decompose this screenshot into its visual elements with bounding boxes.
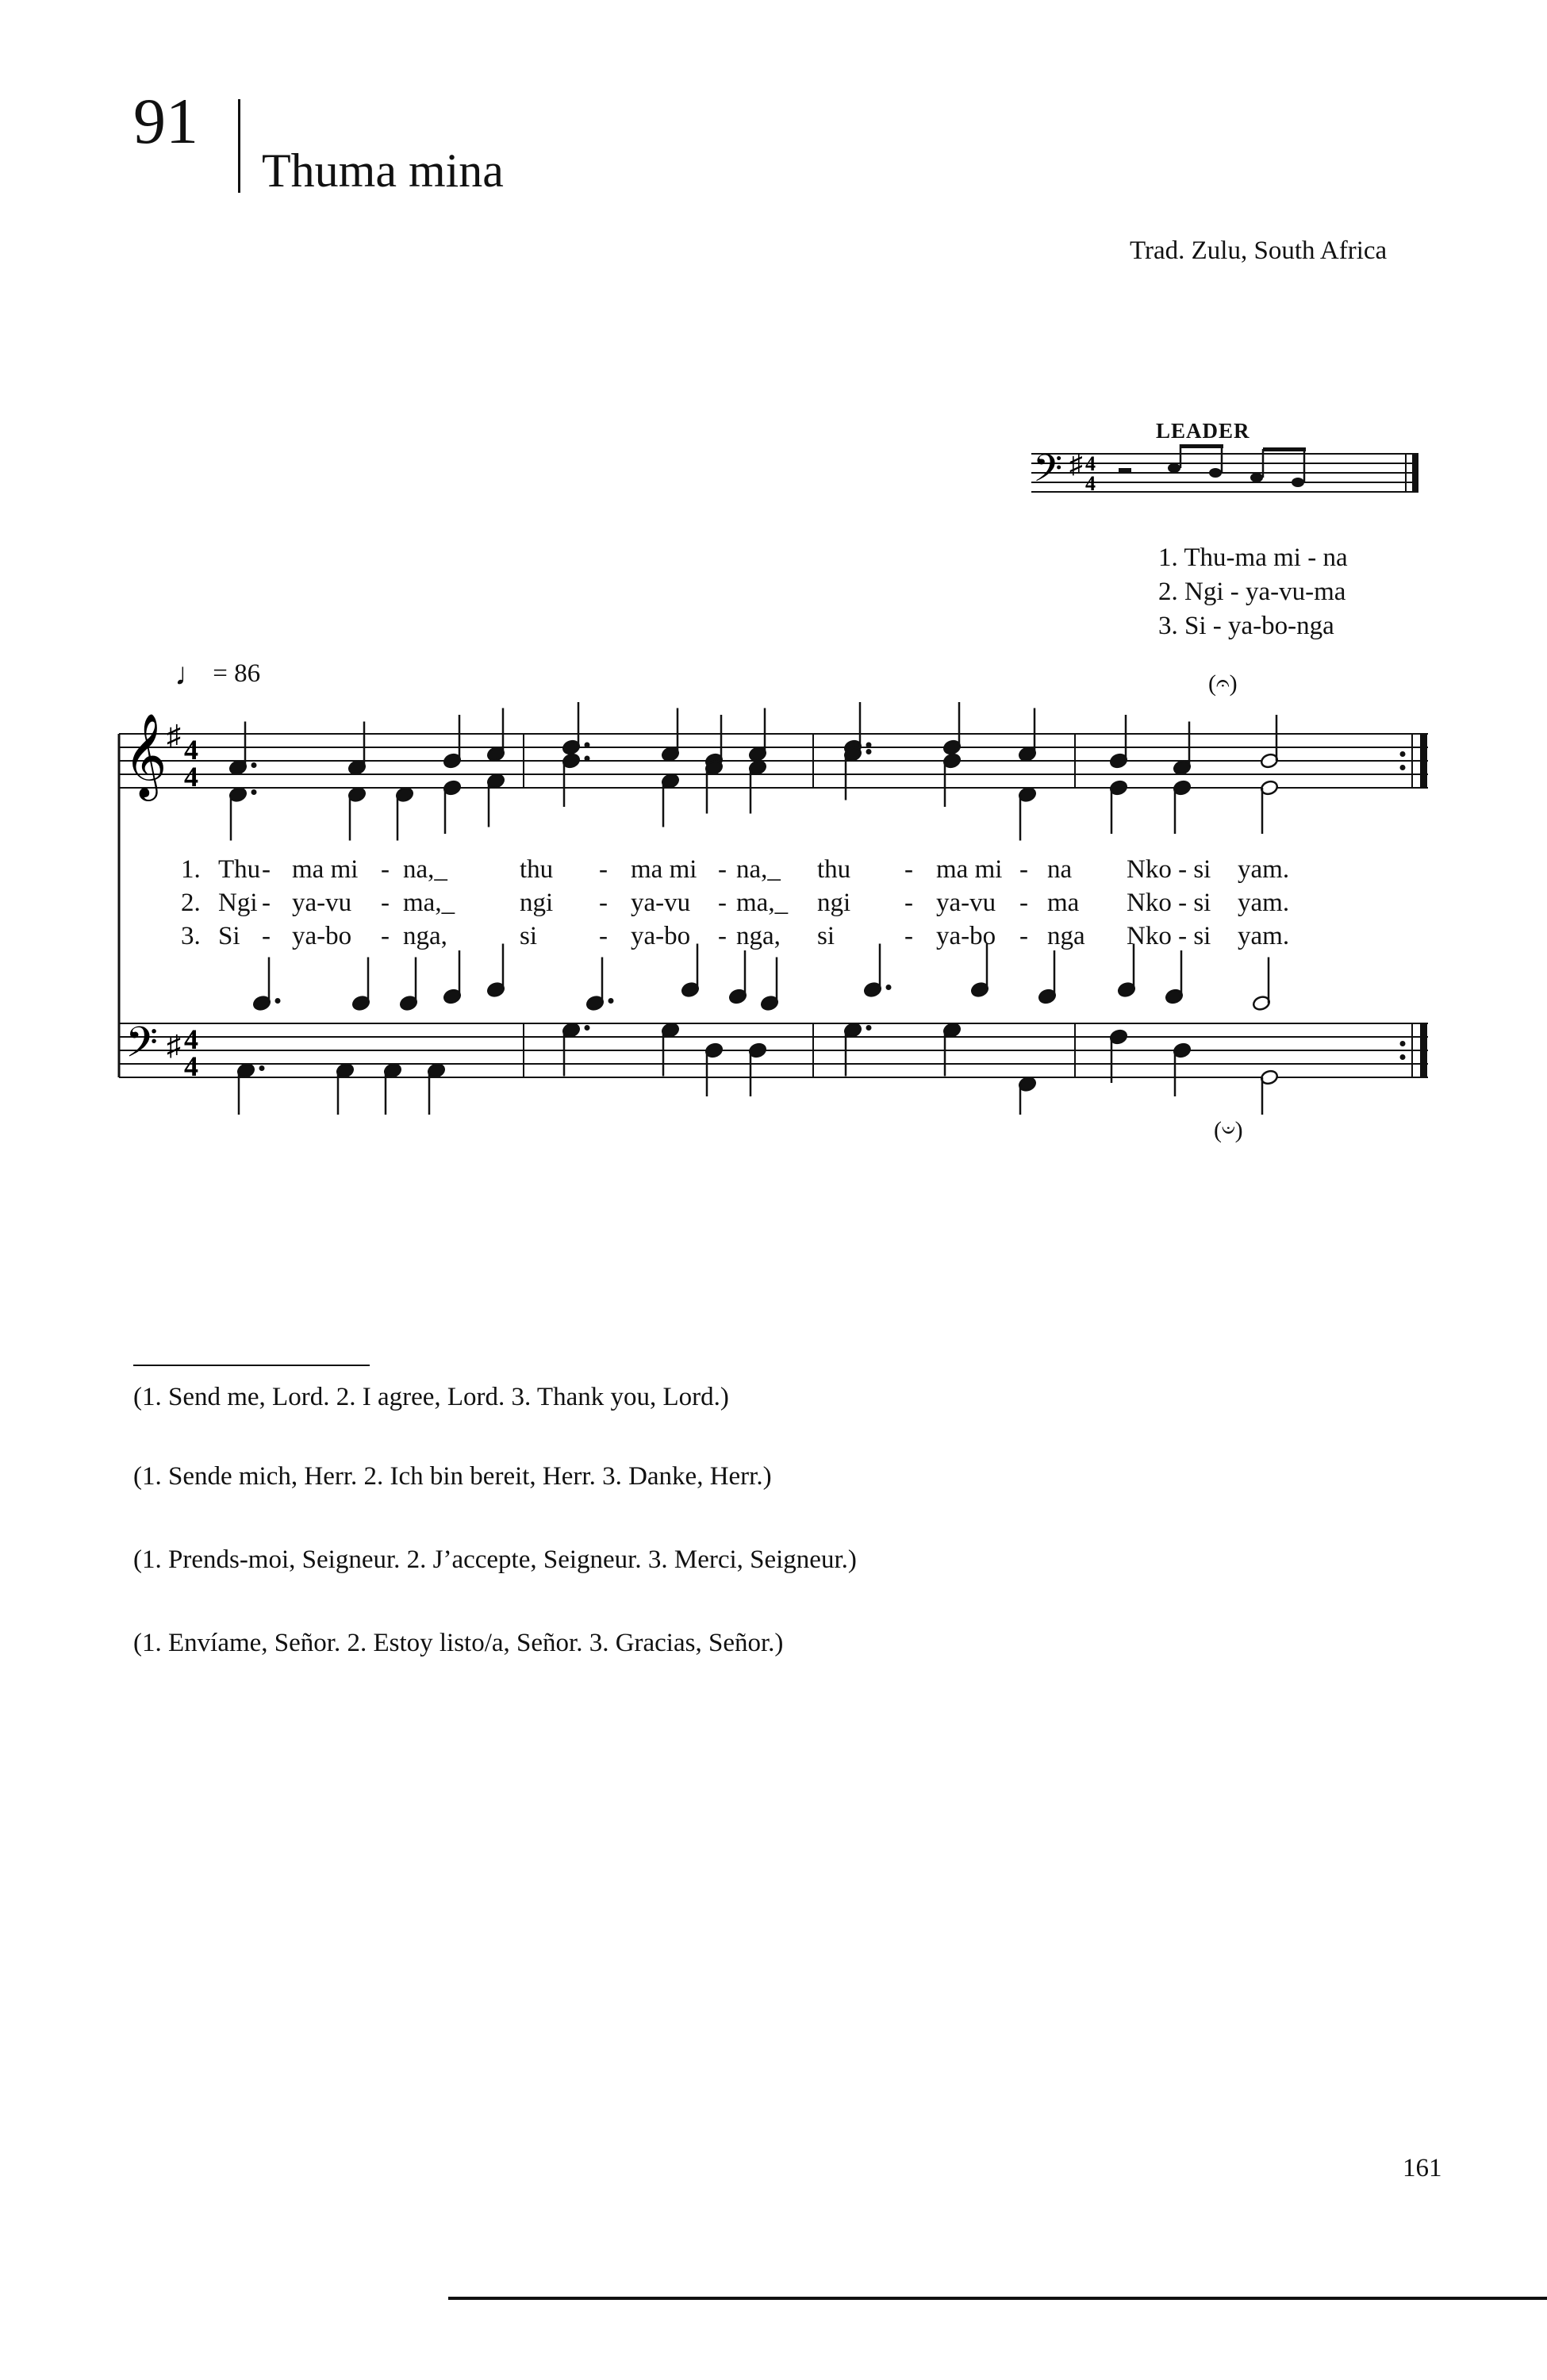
translation-french: (1. Prends-moi, Seigneur. 2. J’accepte, Seigneur. 3. Merci, Seigneur.) — [133, 1545, 857, 1574]
lyric-syllable: - — [381, 922, 390, 950]
lyric-syllable: yam. — [1238, 922, 1290, 950]
lyric-syllable: Nko - si — [1127, 922, 1211, 950]
lyric-syllable: - — [718, 889, 727, 917]
lyric-syllable: - — [904, 855, 913, 884]
lyric-syllable: ma,_ — [736, 889, 789, 917]
bottom-rule — [448, 2297, 1547, 2300]
lyric-syllable: - — [599, 855, 608, 884]
title-divider — [238, 99, 240, 193]
bass-clef-icon: 𝄢 — [1033, 447, 1063, 499]
lyric-syllable: thu — [817, 855, 851, 884]
dot — [585, 1025, 590, 1031]
lyric-syllable: Nko - si — [1127, 855, 1211, 884]
repeat-dot — [1400, 765, 1406, 770]
svg-text:4: 4 — [1085, 472, 1096, 495]
lyric-syllable: nga, — [403, 922, 447, 950]
hymn-number: 91 — [133, 85, 198, 157]
repeat-dot — [1400, 1054, 1406, 1060]
dot — [251, 789, 257, 795]
time-signature: 4 — [184, 1050, 198, 1082]
leader-lyric-3: 3. Si - ya-bo-nga — [1158, 612, 1334, 640]
hymn-title: Thuma mina — [262, 144, 504, 197]
lyric-syllable: ya-bo — [631, 922, 691, 950]
lyric-syllable: - — [1019, 855, 1028, 884]
lyric-syllable: - — [599, 889, 608, 917]
lyric-syllable: ya-vu — [631, 889, 691, 917]
treble-clef-icon: 𝄞 — [124, 715, 167, 796]
lyric-syllable: - — [718, 855, 727, 884]
dot — [886, 985, 892, 990]
verse-number: 3. — [181, 922, 201, 950]
dot — [866, 743, 872, 748]
lyric-syllable: ya-vu — [292, 889, 352, 917]
dot — [251, 762, 257, 768]
translation-german: (1. Sende mich, Herr. 2. Ich bin bereit, Herr. 3. Danke, Herr.) — [133, 1462, 772, 1491]
translation-spanish: (1. Envíame, Señor. 2. Estoy listo/a, Señor. 3. Gracias, Señor.) — [133, 1629, 784, 1657]
svg-text:4: 4 — [1085, 452, 1096, 475]
sharp-icon: ♯ — [1069, 450, 1083, 479]
verse-number: 1. — [181, 855, 201, 884]
leader-lyric-1: 1. Thu-ma mi - na — [1158, 543, 1348, 572]
lyric-syllable: Thu — [218, 855, 261, 884]
dot — [259, 1065, 265, 1071]
tempo-marking — [175, 655, 260, 693]
lyric-syllable: ma mi — [292, 855, 359, 884]
lyric-syllable: Si — [218, 922, 240, 950]
lyric-syllable: ngi — [817, 889, 851, 917]
lyric-syllable: yam. — [1238, 889, 1290, 917]
page-number: 161 — [1403, 2154, 1442, 2182]
dot — [585, 756, 590, 762]
lyric-syllable: si — [817, 922, 835, 950]
lyric-syllable: - — [262, 889, 271, 917]
lyric-syllable: ya-bo — [292, 922, 352, 950]
lyric-syllable: na,_ — [403, 855, 447, 884]
lyric-syllable: si — [520, 922, 538, 950]
verse-number: 2. — [181, 889, 201, 917]
final-barline — [1420, 1023, 1427, 1077]
dot — [866, 749, 872, 754]
lyric-syllable: nga, — [736, 922, 781, 950]
time-signature: 4 — [184, 1023, 198, 1055]
lyric-syllable: - — [381, 889, 390, 917]
lyric-syllable: - — [599, 922, 608, 950]
lyric-syllable: - — [904, 889, 913, 917]
lyric-syllable: ma mi — [631, 855, 697, 884]
fermata-bottom: (𝄑) — [1214, 1117, 1243, 1143]
footnote-divider — [133, 1365, 370, 1366]
attribution: Trad. Zulu, South Africa — [1130, 236, 1388, 265]
leader-label: LEADER — [1156, 419, 1250, 443]
sharp-icon: ♯ — [167, 1030, 181, 1061]
lyric-syllable: na,_ — [736, 855, 781, 884]
lyric-syllable: ma,_ — [403, 889, 455, 917]
fermata-top: (𝄐) — [1208, 670, 1238, 697]
repeat-dot — [1400, 751, 1406, 757]
lyric-syllable: - — [1019, 889, 1028, 917]
bass-clef-icon: 𝄢 — [125, 1019, 159, 1076]
final-barline — [1420, 734, 1427, 788]
lyric-syllable: - — [718, 922, 727, 950]
lyric-syllable: na — [1047, 855, 1073, 884]
lyric-syllable: thu — [520, 855, 554, 884]
leader-staff — [1031, 444, 1428, 508]
lyric-syllable: ya-bo — [936, 922, 996, 950]
lyric-syllable: ma mi — [936, 855, 1003, 884]
dot — [608, 998, 614, 1004]
sharp-icon: ♯ — [167, 720, 181, 751]
lyric-syllable: nga — [1047, 922, 1085, 950]
lyric-syllable: ya-vu — [936, 889, 996, 917]
lyric-syllable: - — [262, 855, 271, 884]
repeat-dot — [1400, 1041, 1406, 1046]
lyric-syllable: ngi — [520, 889, 554, 917]
translation-english: (1. Send me, Lord. 2. I agree, Lord. 3. Thank you, Lord.) — [133, 1383, 729, 1411]
lyric-syllable: yam. — [1238, 855, 1290, 884]
quarter-note-icon: ♩ — [175, 656, 206, 692]
tempo-value: = 86 — [213, 659, 261, 688]
lyric-syllable: - — [262, 922, 271, 950]
dot — [585, 743, 590, 748]
time-signature: 4 — [184, 734, 198, 766]
time-signature: 4 — [184, 761, 198, 793]
lyric-syllable: - — [904, 922, 913, 950]
dot — [866, 1025, 872, 1031]
lyric-syllable: Ngi — [218, 889, 258, 917]
lyric-syllable: - — [1019, 922, 1028, 950]
dot — [275, 998, 281, 1004]
lyric-syllable: ma — [1047, 889, 1080, 917]
half-rest-icon — [1119, 468, 1131, 473]
lyric-syllable: - — [381, 855, 390, 884]
leader-lyric-2: 2. Ngi - ya-vu-ma — [1158, 578, 1346, 606]
lyric-syllable: Nko - si — [1127, 889, 1211, 917]
